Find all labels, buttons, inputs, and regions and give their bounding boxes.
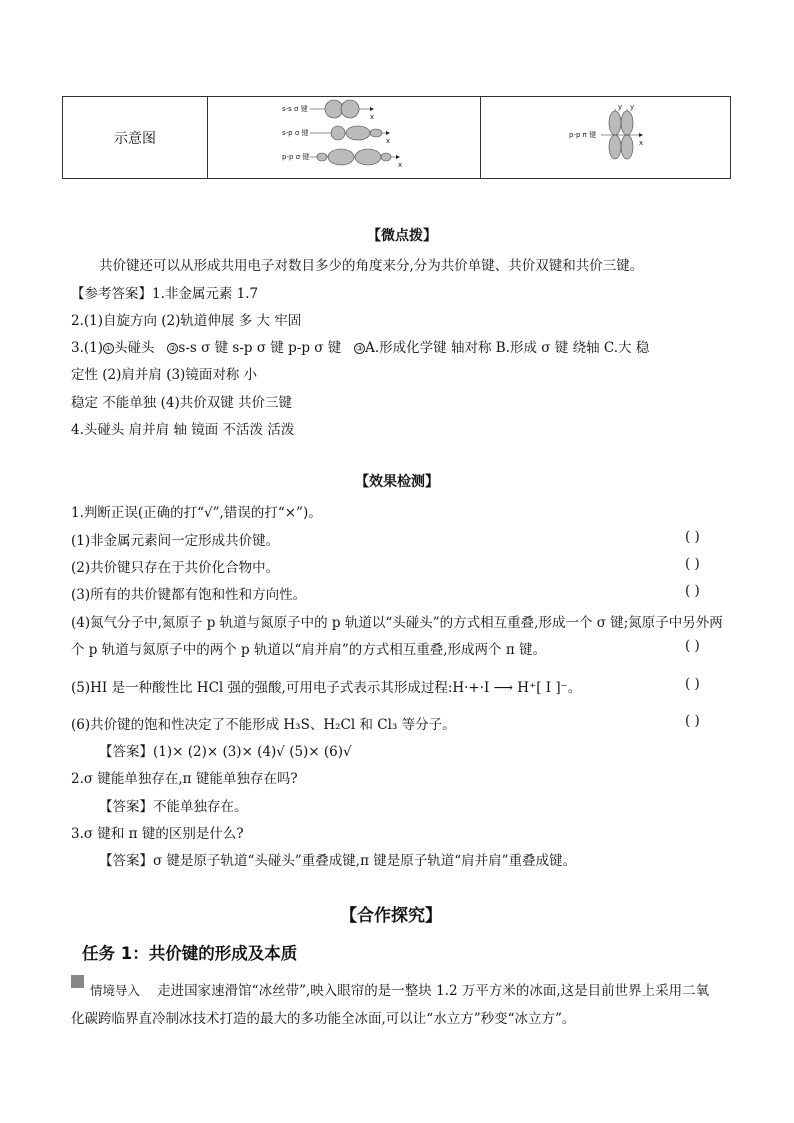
judge-item-3: (3)所有的共价键都有饱和性和方向性。 bbox=[71, 587, 307, 603]
answer-blank: ( ) bbox=[685, 556, 700, 572]
answer-blank: ( ) bbox=[685, 529, 700, 545]
judge-item-6: (6)共价键的饱和性决定了不能形成 H₃S、H₂Cl 和 Cl₃ 等分子。 bbox=[71, 717, 456, 733]
question-3: 3.σ 键和 π 键的区别是什么? bbox=[71, 826, 244, 842]
hi-electron-formula: I ⟶ H⁺[ I ]⁻。 bbox=[484, 680, 582, 696]
pi-bond-diagram bbox=[481, 97, 730, 174]
diagram-label: 示意图 bbox=[114, 130, 156, 147]
xiaoguo-heading: 【效果检测】 bbox=[355, 474, 439, 490]
weidianbo-heading: 【微点拨】 bbox=[367, 228, 437, 244]
svg-text:x: x bbox=[370, 113, 375, 121]
circle-1-icon: ① bbox=[104, 344, 113, 353]
scenario-label: 情境导入 bbox=[90, 983, 141, 998]
bond-diagram-table bbox=[62, 96, 731, 179]
answer-line-5: 稳定 不能单独 (4)共价双键 共价三键 bbox=[71, 395, 292, 411]
answer-line-4: 定性 (2)肩并肩 (3)镜面对称 小 bbox=[71, 367, 258, 383]
s-orbital-shape bbox=[325, 100, 343, 118]
task-1-title: 任务 1：共价键的形成及本质 bbox=[82, 944, 298, 963]
answer-line-6: 4.头碰头 肩并肩 轴 镜面 不活泼 活泼 bbox=[71, 422, 295, 438]
svg-text:x: x bbox=[639, 139, 644, 147]
pp-pi-label: p-p π 键 bbox=[569, 131, 597, 139]
scenario-text-2: 化碳跨临界直冷制冰技术打造的最大的多功能全冰面,可以让“水立方”秒变“冰立方”。 bbox=[71, 1011, 576, 1027]
judge-item-4b: 个 p 轨道与氮原子中的两个 p 轨道以“肩并肩”的方式相互重叠,形成两个 π 键。 bbox=[71, 642, 546, 658]
scenario-intro: 情境导入 走进国家速滑馆“冰丝带”,映入眼帘的是一整块 1.2 万平方米的冰面,这是目前世界上采用二氧 bbox=[90, 983, 710, 999]
question-2: 2.σ 键能单独存在,π 键能单独存在吗? bbox=[71, 771, 298, 787]
p-orbital-shape bbox=[370, 129, 382, 137]
circle-3-icon: ③ bbox=[356, 344, 364, 353]
p-orbital-shape bbox=[381, 153, 391, 161]
svg-text:y: y bbox=[630, 103, 635, 111]
answer-key-1: 【答案】(1)× (2)× (3)× (4)√ (5)× (6)√ bbox=[99, 744, 352, 760]
answer-line-3: 3.(1) ① 头碰头 ② s-s σ 键 s-p σ 键 p-p σ 键 ③ A.形成化学键 轴对称 B.形成 σ 键 绕轴 C.大 稳 bbox=[71, 340, 650, 356]
hezuo-heading: 【合作探究】 bbox=[340, 906, 442, 926]
ss-label: s-s σ 键 bbox=[282, 105, 308, 113]
pp-label: p-p σ 键 bbox=[282, 153, 310, 161]
sigma-diagram-cell bbox=[208, 97, 481, 179]
p-orbital-shape bbox=[317, 153, 327, 161]
p-orbital-shape bbox=[609, 111, 621, 135]
p-orbital-shape bbox=[346, 126, 370, 140]
judge-item-4a: (4)氮气分子中,氮原子 p 轨道与氮原子中的 p 轨道以“头碰头”的方式相互重叠,形成一个 σ 键;氮原子中另外两 bbox=[71, 615, 723, 631]
answer-line-2: 2.(1)自旋方向 (2)轨道伸展 多 大 牢固 bbox=[71, 313, 302, 329]
weidianbo-text: 共价键还可以从形成共用电子对数目多少的角度来分,分为共价单键、共价双键和共价三键。 bbox=[99, 258, 644, 274]
svg-text:x: x bbox=[398, 161, 403, 169]
answer-blank: ( ) bbox=[685, 676, 700, 692]
judge-item-2: (2)共价键只存在于共价化合物中。 bbox=[71, 560, 280, 576]
p-orbital-shape bbox=[328, 149, 354, 165]
sigma-bond-diagram bbox=[208, 97, 480, 174]
p-orbital-shape bbox=[621, 111, 633, 135]
sp-label: s-p σ 键 bbox=[282, 129, 309, 137]
answer-blank: ( ) bbox=[685, 713, 700, 729]
p-orbital-shape bbox=[355, 149, 381, 165]
judge-item-5: (5)HI 是一种酸性比 HCl 强的强酸,可用电子式表示其形成过程:H·+·I ⟶ H⁺[ I ]⁻。 bbox=[71, 680, 582, 696]
answer-key-2: 【答案】不能单独存在。 bbox=[99, 799, 248, 815]
answer-line-1: 【参考答案】1.非金属元素 1.7 bbox=[71, 286, 259, 302]
circle-2-icon: ② bbox=[169, 344, 177, 353]
scenario-icon bbox=[71, 975, 84, 988]
p-orbital-shape bbox=[609, 135, 621, 159]
answer-key-3: 【答案】σ 键是原子轨道“头碰头”重叠成键,π 键是原子轨道“肩并肩”重叠成键。 bbox=[99, 853, 577, 869]
judge-item-1: (1)非金属元素间一定形成共价键。 bbox=[71, 533, 280, 549]
p-orbital-shape bbox=[621, 135, 633, 159]
diagram-label-cell bbox=[63, 97, 208, 179]
pi-diagram-cell bbox=[481, 97, 731, 179]
question-1: 1.判断正误(正确的打“√”,错误的打“×”)。 bbox=[71, 505, 322, 521]
answer-blank: ( ) bbox=[685, 583, 700, 599]
s-orbital-shape bbox=[341, 100, 359, 118]
answer-blank: ( ) bbox=[685, 638, 700, 654]
s-orbital-shape bbox=[331, 126, 345, 140]
svg-text:x: x bbox=[386, 137, 391, 145]
svg-text:y: y bbox=[618, 103, 623, 111]
